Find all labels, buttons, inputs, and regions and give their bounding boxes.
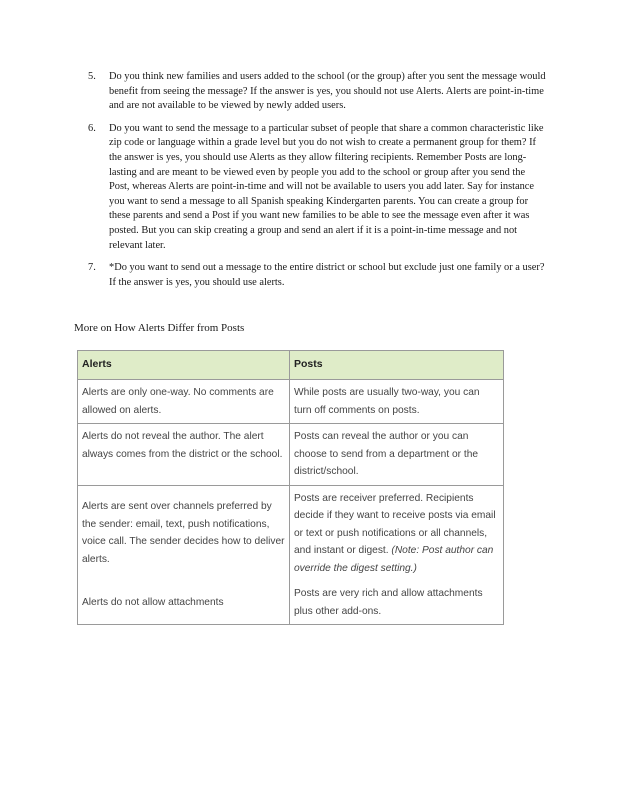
cell-posts: Posts are very rich and allow attachments plus other add-ons. — [290, 581, 504, 625]
cell-alerts: Alerts are only one-way. No comments are allowed on alerts. — [78, 380, 290, 424]
list-text: Do you think new families and users added to the school (or the group) after you sent the message would benefit from seeing the message? If the answer is yes, you should not use Alerts. Alerts are point-in-time and are not available to be viewed by newly added users. — [109, 71, 546, 112]
list-item — [88, 261, 548, 290]
table-header-row — [78, 351, 504, 380]
list-item — [88, 70, 548, 114]
cell-posts — [290, 485, 504, 581]
list-number: 7. — [88, 262, 96, 274]
cell-posts: Posts can reveal the author or you can choose to send from a department or the district/school. — [290, 424, 504, 486]
list-number: 6. — [88, 122, 96, 134]
cell-posts: While posts are usually two-way, you can turn off comments on posts. — [290, 380, 504, 424]
cell-posts-note: (Note: Post author can override the digest setting.) — [294, 545, 494, 574]
cell-alerts: Alerts do not reveal the author. The alert always comes from the district or the school. — [78, 424, 290, 486]
cell-posts-text: Posts are receiver preferred. Recipients decide if they want to receive posts via email or text or push notifications or all channels, and instant or digest. — [294, 492, 496, 556]
list-number: 5. — [88, 71, 96, 82]
cell-alerts: Alerts do not allow attachments — [78, 581, 290, 625]
table-row — [78, 424, 504, 486]
list-item — [88, 122, 548, 253]
table-row — [78, 581, 504, 625]
table-row — [78, 485, 504, 581]
list-text: Do you want to send the message to a particular subset of people that share a common characteristic like zip code or language within a grade level but you do not wish to create a permanent group for them? If the answer is yes, you should use Alerts as they allow filtering recipients. Remember Posts are long-lasting and are meant to be viewed even by people you add to the school or group after you send the Post, whereas Alerts are point-in-time and will not be available to users you add later. Say for instance you want to send a message to all Spanish speaking Kindergarten parents. You can create a group for these parents and send a Post if you want new families to be able to see the message even after it was posted. But you can skip creating a group and send an alert if it is a point-in-time message and not relevant later. — [109, 122, 544, 251]
header-posts: Posts — [290, 351, 504, 380]
table-row — [78, 380, 504, 424]
comparison-table — [77, 350, 504, 625]
header-alerts: Alerts — [78, 351, 290, 380]
numbered-list — [88, 70, 548, 298]
section-title: More on How Alerts Differ from Posts — [74, 322, 245, 334]
cell-alerts: Alerts are sent over channels preferred by the sender: email, text, push notifications, voice call. The sender decides how to deliver alerts. — [78, 485, 290, 581]
list-text: *Do you want to send out a message to the entire district or school but exclude just one family or a user? If the answer is yes, you should use alerts. — [109, 262, 545, 288]
